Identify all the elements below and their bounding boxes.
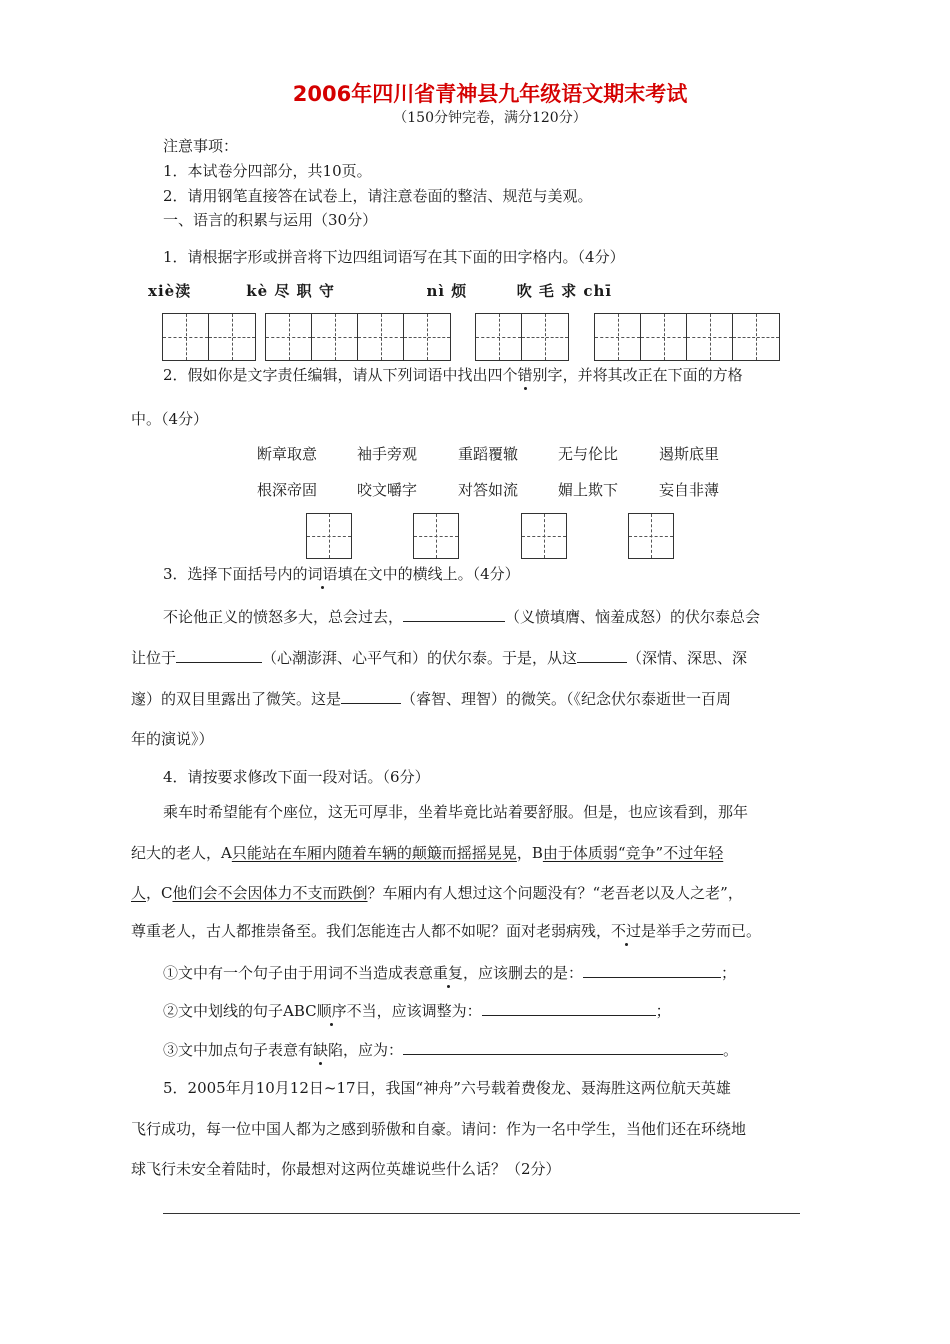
q3-blank-3[interactable] xyxy=(577,646,627,663)
q1-grid-1[interactable] xyxy=(162,313,256,361)
q1-prompts xyxy=(148,280,657,301)
q2-idiom: 根深帝固 xyxy=(257,481,318,499)
q3-line-1: 不论他正义的愤怒多大，总会过去， （义愤填膺、恼羞成怒）的伏尔泰总会 xyxy=(163,605,760,627)
q4-paragraph-line-2: 纪大的老人，A只能站在车厢内随着车辆的颠簸而摇摇晃晃，B由于体质弱“竞争”不过年轻 xyxy=(131,844,724,862)
q1-text: 1．请根据字形或拼音将下边四组词语写在其下面的田字格内。（4分） xyxy=(163,248,625,266)
q2-idiom: 遏斯底里 xyxy=(659,445,720,463)
q4-underlined-c: 他们会不会因体力不支而跌倒 xyxy=(172,884,368,902)
q3-line-4: 年的演说》） xyxy=(131,730,214,748)
q1-prompt-4: 吹 毛 求 chī xyxy=(516,282,613,300)
q2-idiom: 咬文嚼字 xyxy=(357,481,418,499)
q3-blank-2[interactable] xyxy=(176,646,262,663)
q2-text-line-2: 中。（4分） xyxy=(131,410,209,428)
q4-underlined-a: 只能站在车厢内随着车辆的颠簸而摇摇晃晃 xyxy=(231,844,517,862)
q1-grid-3[interactable] xyxy=(475,313,569,361)
notes-item-1: 1．本试卷分四部分，共10页。 xyxy=(163,162,372,180)
q2-answer-cell[interactable] xyxy=(521,513,567,559)
q2-idiom: 媚上欺下 xyxy=(558,481,619,499)
q4-subquestion-3: ③文中加点句子表意有缺陷，应为： 。 xyxy=(163,1038,738,1060)
q3-text: 3．选择下面括号内的词语填在文中的横线上。（4分） xyxy=(163,565,520,583)
q4-text: 4．请按要求修改下面一段对话。（6分） xyxy=(163,768,430,786)
q2-text-line-1: 2．假如你是文字责任编辑，请从下列词语中找出四个错别字，并将其改正在下面的方格 xyxy=(163,366,743,384)
q2-idiom: 重蹈覆辙 xyxy=(458,445,519,463)
q1-prompt-2: kè 尽 职 守 xyxy=(246,282,335,300)
q1-grid-4[interactable] xyxy=(594,313,780,361)
q3-blank-4[interactable] xyxy=(341,687,401,704)
q4-answer-3[interactable] xyxy=(403,1038,723,1055)
notes-item-2: 2．请用钢笔直接答在试卷上，请注意卷面的整洁、规范与美观。 xyxy=(163,187,593,205)
q5-answer-line[interactable] xyxy=(163,1213,800,1214)
q2-emphasis: 四个错别字 xyxy=(487,366,563,384)
q4-answer-1[interactable] xyxy=(583,961,721,978)
q4-answer-2[interactable] xyxy=(482,999,656,1016)
q4-underlined-b: 由于体质弱“竞争”不过年轻 xyxy=(542,844,724,862)
q4-subquestion-1: ①文中有一个句子由于用词不当造成表意重复，应该删去的是： ； xyxy=(163,961,736,983)
exam-subtitle: （150分钟完卷，满分120分） xyxy=(393,110,587,126)
q5-line-2: 飞行成功，每一位中国人都为之感到骄傲和自豪。请问：作为一名中学生，当他们还在环绕地 xyxy=(131,1120,747,1138)
q3-emphasis: 词语 xyxy=(307,565,338,583)
q1-prompt-3: nì 烦 xyxy=(426,282,468,300)
q2-idiom: 袖手旁观 xyxy=(357,445,418,463)
q2-answer-cell[interactable] xyxy=(628,513,674,559)
q4-subquestion-2: ②文中划线的句子ABC顺序不当，应该调整为： ； xyxy=(163,999,671,1021)
section-1-heading: 一、语言的积累与运用（30分） xyxy=(163,211,378,229)
q4-paragraph-line-3: 人，C他们会不会因体力不支而跌倒？车厢内有人想过这个问题没有？“老吾老以及人之老”， xyxy=(131,884,743,902)
q5-line-3: 球飞行未安全着陆时，你最想对这两位英雄说些什么话？（2分） xyxy=(131,1160,561,1178)
q2-idiom: 对答如流 xyxy=(458,481,519,499)
q2-answer-cell[interactable] xyxy=(306,513,352,559)
q2-idiom: 妄自非薄 xyxy=(659,481,720,499)
q1-prompt-1: xiè渎 xyxy=(148,282,192,300)
q3-line-2: 让位于 （心潮澎湃、心平气和）的伏尔泰。于是，从这 （深情、深思、深 xyxy=(131,646,747,668)
q2-idiom: 无与伦比 xyxy=(558,445,619,463)
q1-grid-2[interactable] xyxy=(265,313,451,361)
q5-line-1: 5．2005年月10月12日~17日，我国“神舟”六号载着费俊龙、聂海胜这两位航天英雄 xyxy=(163,1079,731,1097)
notes-heading: 注意事项： xyxy=(163,137,239,155)
exam-title: 2006年四川省青神县九年级语文期末考试 xyxy=(292,82,688,106)
q3-blank-1[interactable] xyxy=(403,605,505,622)
q4-paragraph-line-1: 乘车时希望能有个座位，这无可厚非，坐着毕竟比站着要舒服。但是，也应该看到，那年 xyxy=(163,803,749,821)
q4-paragraph-line-4: 尊重老人，古人都推崇备至。我们怎能连古人都不如呢？面对老弱病残，不过是举手之劳而已。 xyxy=(131,922,762,940)
q2-idiom: 断章取意 xyxy=(257,445,318,463)
q4-underlined-b-end: 人 xyxy=(131,884,147,902)
q4-dotted-sentence: 面对老弱病残，不过是举手之劳而已 xyxy=(506,922,747,940)
q3-line-3: 邃）的双目里露出了微笑。这是 （睿智、理智）的微笑。（《纪念伏尔泰逝世一百周 xyxy=(131,687,731,709)
q2-answer-cell[interactable] xyxy=(413,513,459,559)
